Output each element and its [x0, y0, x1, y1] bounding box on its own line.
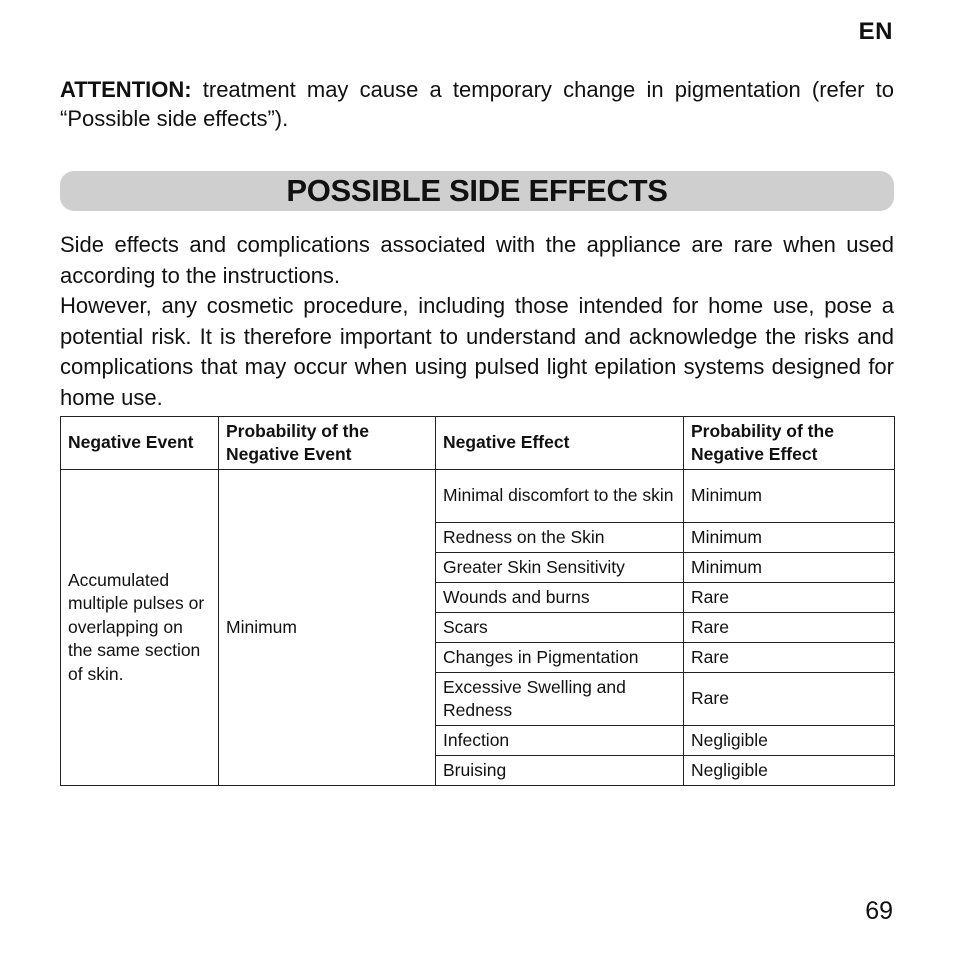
effect-probability-cell: Rare	[684, 673, 895, 726]
header-effect-probability: Probability of the Negative Effect	[684, 417, 895, 470]
side-effects-table	[60, 416, 895, 786]
effect-cell: Excessive Swelling and Redness	[436, 673, 684, 726]
effect-cell: Minimal discomfort to the skin	[436, 470, 684, 523]
effect-probability-cell: Negligible	[684, 756, 895, 786]
effect-cell: Redness on the Skin	[436, 523, 684, 553]
header-negative-effect: Negative Effect	[436, 417, 684, 470]
page-number: 69	[865, 897, 893, 925]
attention-label: ATTENTION:	[60, 77, 192, 102]
effect-cell: Wounds and burns	[436, 583, 684, 613]
effect-cell: Greater Skin Sensitivity	[436, 553, 684, 583]
event-cell: Accumulated multiple pulses or overlapping on the same section of skin.	[61, 470, 219, 786]
effect-probability-cell: Minimum	[684, 523, 895, 553]
effect-cell: Bruising	[436, 756, 684, 786]
table-row	[61, 470, 895, 523]
effect-probability-cell: Rare	[684, 643, 895, 673]
header-negative-event: Negative Event	[61, 417, 219, 470]
intro-paragraph-2: However, any cosmetic procedure, including those intended for home use, pose a potential risk. It is therefore important to understand and acknowledge the risks and complications that may occur when using pulsed light epilation systems designed for home use.	[60, 293, 894, 410]
section-title: POSSIBLE SIDE EFFECTS	[60, 171, 894, 211]
effect-cell: Changes in Pigmentation	[436, 643, 684, 673]
attention-note	[60, 75, 894, 133]
attention-text: treatment may cause a temporary change in pigmentation (refer to “Possible side effects”).	[60, 77, 894, 131]
intro-paragraph-1: Side effects and complications associated with the appliance are rare when used according to the instructions.	[60, 232, 894, 288]
header-event-probability: Probability of the Negative Event	[219, 417, 436, 470]
effect-cell: Infection	[436, 726, 684, 756]
intro-text	[60, 230, 894, 413]
language-code: EN	[858, 18, 893, 45]
effect-probability-cell: Rare	[684, 613, 895, 643]
effect-probability-cell: Minimum	[684, 470, 895, 523]
effect-cell: Scars	[436, 613, 684, 643]
effect-probability-cell: Negligible	[684, 726, 895, 756]
event-probability-cell: Minimum	[219, 470, 436, 786]
effect-probability-cell: Minimum	[684, 553, 895, 583]
effect-probability-cell: Rare	[684, 583, 895, 613]
table-header-row	[61, 417, 895, 470]
